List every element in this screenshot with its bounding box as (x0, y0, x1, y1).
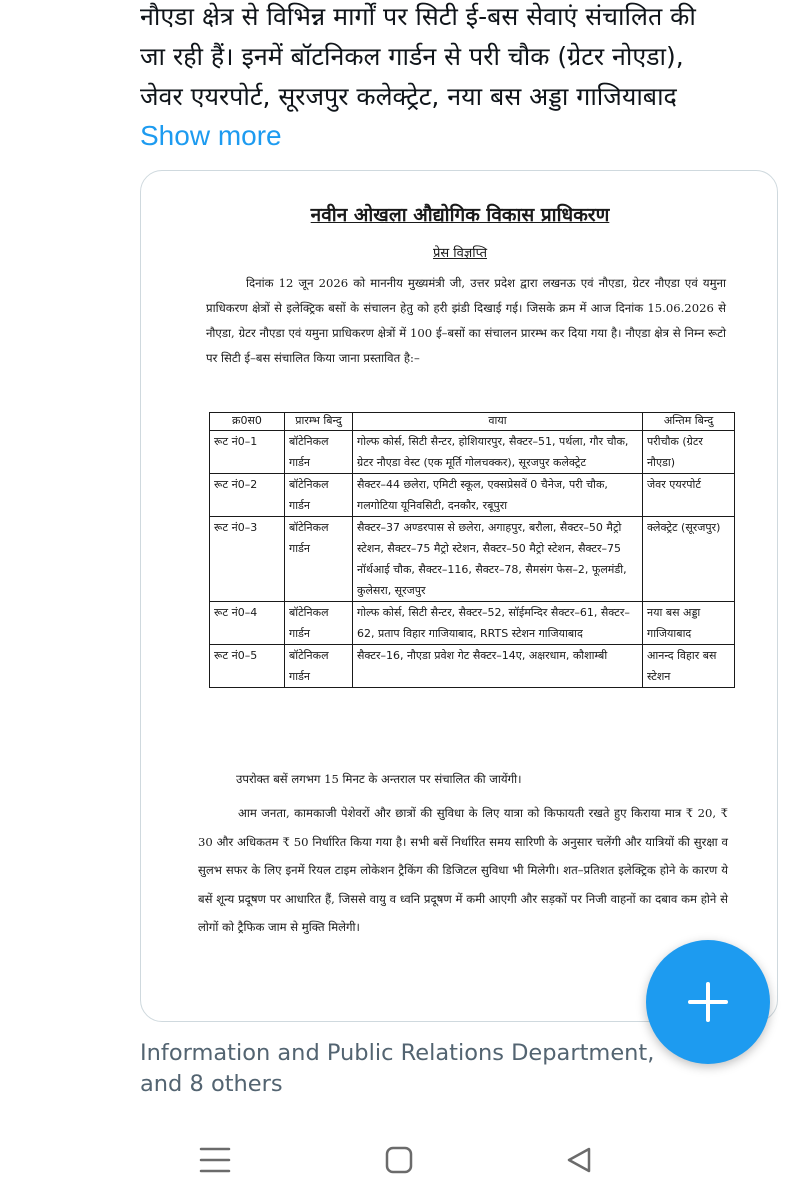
table-header-cell: अन्तिम बिन्दु (643, 413, 735, 431)
route-end: जेवर एयरपोर्ट (643, 474, 735, 517)
plus-icon (686, 980, 730, 1024)
table-row (210, 431, 735, 474)
route-via: सैक्टर–44 छलेरा, एमिटी स्कूल, एक्सप्रेसवें 0 चैनेज, परी चौक, गलगोटिया यूनिवसिटी, दनकौर, रबूपुरा (353, 474, 643, 517)
table-header-cell: क्र0स0 (210, 413, 285, 431)
route-start: बॉटेनिकल गार्डन (285, 645, 353, 688)
home-square-icon (384, 1145, 414, 1175)
table-row (210, 517, 735, 602)
route-start: बॉटेनिकल गार्डन (285, 474, 353, 517)
table-header-cell: प्रारम्भ बिन्दु (285, 413, 353, 431)
table-header-cell: वाया (353, 413, 643, 431)
attribution-line: Information and Public Relations Department, (140, 1040, 655, 1066)
tweet-media-image[interactable] (140, 170, 778, 1022)
route-number: रूट नं0–4 (210, 602, 285, 645)
tweet-text-line: जेवर एयरपोर्ट, सूरजपुर कलेक्ट्रेट, नया बस अड्डा गाजियाबाद (140, 82, 677, 111)
route-number: रूट नं0–3 (210, 517, 285, 602)
document-paragraph-text: आम जनता, कामकाजी पेशेवरों और छात्रों की सुविधा के लिए यात्रा को किफायती रखते हुए किराया मात्र ₹ 20, ₹ 30 और अधिकतम ₹ 50 निर्धारित किया गया है। सभी बसें निर्धारित समय सारिणी के अनुसार चलेंगी और यात्रियों की सुरक्षा व सुलभ सफर के लिए इनमें रियल टाइम लोकेशन ट्रैकिंग की डिजिटल सुविधा भी मिलेगी। शत–प्रतिशत इलेक्ट्रिक होने के कारण ये बसें शून्य प्रदूषण पर आधारित हैं, जिससे वायु व ध्वनि प्रदूषण में कमी आएगी और सड़कों पर निजी वाहनों का दबाव कम होने से लोगों को ट्रैफिक जाम से मुक्ति मिलेगी। (198, 806, 728, 934)
back-triangle-icon (564, 1145, 594, 1175)
table-row (210, 645, 735, 688)
media-attribution[interactable] (140, 1038, 700, 1100)
route-via: गोल्फ कोर्स, सिटी सैन्टर, होशियारपुर, सैक्टर–51, पर्थला, गौर चौक, ग्रेटर नौएडा वेस्ट (एक मूर्ति गोलचक्कर), सूरजपुर कलेक्ट्रेट (353, 431, 643, 474)
system-navigation-bar (0, 1120, 806, 1200)
table-header-row (210, 413, 735, 431)
document-intro-text: दिनांक 12 जून 2026 को माननीय मुख्यमंत्री जी, उत्तर प्रदेश द्वारा लखनऊ एवं नौएडा, ग्रेटर नौएडा एवं यमुना प्राधिकरण क्षेत्रों से इलेक्ट्रिक बसों के संचालन हेतु को हरी झंडी दिखाई गई। जिसके क्रम में आज दिनांक 15.06.2026 से नौएडा, ग्रेटर नौएडा एवं यमुना प्राधिकरण क्षेत्रों में 100 ई–बसों का संचालन प्रारम्भ कर दिया गया है। नौएडा क्षेत्र से निम्न रूटो पर सिटी ई–बस संचालित किया जाना प्रस्तावित है:– (206, 276, 726, 365)
back-button[interactable] (555, 1136, 603, 1184)
route-number: रूट नं0–2 (210, 474, 285, 517)
document-title: नवीन ओखला औद्योगिक विकास प्राधिकरण (310, 204, 610, 226)
table-row (210, 474, 735, 517)
tweet-text (140, 0, 790, 117)
route-start: बॉटेनिकल गार्डन (285, 431, 353, 474)
attribution-line: and 8 others (140, 1071, 283, 1097)
recent-apps-button[interactable] (191, 1136, 239, 1184)
route-number: रूट नं0–5 (210, 645, 285, 688)
show-more-link[interactable]: Show more (140, 120, 282, 151)
route-end: परीचौक (ग्रेटर नौएडा) (643, 431, 735, 474)
menu-icon (199, 1145, 231, 1175)
table-row (210, 602, 735, 645)
document-paragraph (198, 799, 728, 942)
routes-table (209, 412, 735, 688)
document-intro (206, 271, 726, 371)
route-end: नया बस अड्डा गाजियाबाद (643, 602, 735, 645)
route-end: आनन्द विहार बस स्टेशन (643, 645, 735, 688)
route-via: सैक्टर–16, नौएडा प्रवेश गेट सैक्टर–14ए, अक्षरधाम, कौशाम्बी (353, 645, 643, 688)
tweet-text-line: नौएडा क्षेत्र से विभिन्न मार्गों पर सिटी ई-बस सेवाएं संचालित की (140, 2, 696, 31)
document-subtitle: प्रेस विज्ञप्ति (432, 246, 488, 261)
tweet-text-line: जा रही हैं। इनमें बॉटनिकल गार्डन से परी चौक (ग्रेटर नोएडा), (140, 42, 684, 71)
route-start: बॉटेनिकल गार्डन (285, 517, 353, 602)
home-button[interactable] (375, 1136, 423, 1184)
route-via: सैक्टर–37 अण्डरपास से छलेरा, अगाहपुर, बरौला, सैक्टर–50 मैट्रो स्टेशन, सैक्टर–75 मैट्रो स्टेशन, सैक्टर–50 मैट्रो स्टेशन, सैक्टर–75 नॉर्थआई चौक, सैक्टर–116, सैक्टर–78, सैमसंग फेस–2, फूलमंडी, कुलेसरा, सूरजपुर (353, 517, 643, 602)
route-end: क्लेक्ट्रेट (सूरजपुर) (643, 517, 735, 602)
route-start: बॉटेनिकल गार्डन (285, 602, 353, 645)
press-release-document (141, 171, 778, 1022)
route-number: रूट नं0–1 (210, 431, 285, 474)
route-via: गोल्फ कोर्स, सिटी सैन्टर, सैक्टर–52, सॉईमन्दिर सैक्टर–61, सैक्टर–62, प्रताप विहार गाजियाबाद, RRTS स्टेशन गाजियाबाद (353, 602, 643, 645)
document-note: उपरोक्त बसें लगभग 15 मिनट के अन्तराल पर संचालित की जायेंगी। (236, 772, 522, 786)
